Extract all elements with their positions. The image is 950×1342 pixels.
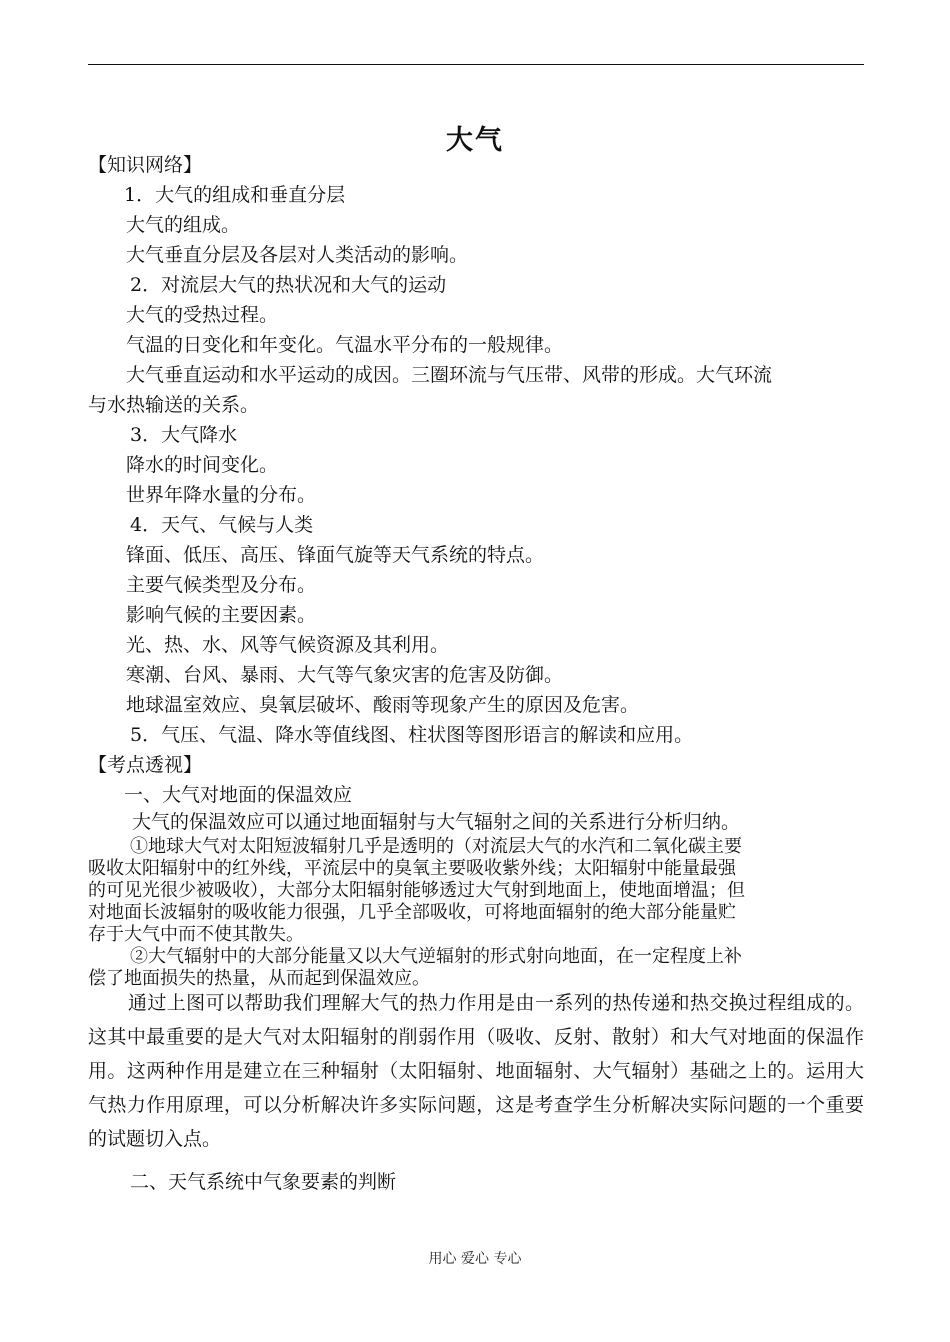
text-line: 对地面长波辐射的吸收能力很强，几乎全部吸收，可将地面辐射的绝大部分能量贮 — [88, 902, 736, 923]
text-line: 偿了地面损失的热量，从而起到保温效应。 — [88, 968, 430, 989]
text-line: 降水的时间变化。 — [126, 454, 279, 476]
text-line: 1．大气的组成和垂直分层 — [124, 184, 346, 206]
text-line: 大气垂直分层及各层对人类活动的影响。 — [126, 244, 469, 266]
text-line: 4．天气、气候与人类 — [130, 514, 314, 536]
text-line: ①地球大气对太阳短波辐射几乎是透明的（对流层大气的水汽和二氧化碳主要 — [130, 836, 742, 857]
text-line: 与水热输送的关系。 — [88, 394, 260, 416]
text-line: 5．气压、气温、降水等值线图、柱状图等图形语言的解读和应用。 — [130, 724, 694, 746]
text-line: 主要气候类型及分布。 — [126, 574, 317, 596]
text-line: 世界年降水量的分布。 — [126, 484, 317, 506]
header-rule — [88, 64, 864, 65]
text-line: 大气的组成。 — [126, 214, 241, 236]
text-line: 吸收太阳辐射中的红外线，平流层中的臭氧主要吸收紫外线；太阳辐射中能量最强 — [88, 858, 736, 879]
text-line: 大气的保温效应可以通过地面辐射与大气辐射之间的关系进行分析归纳。 — [132, 811, 741, 833]
page-footer: 用心 爱心 专心 — [428, 1251, 522, 1267]
text-line: 的可见光很少被吸收），大部分太阳辐射能够透过大气射到地面上，使地面增温；但 — [88, 880, 745, 901]
section-heading-exam-points: 【考点透视】 — [88, 754, 203, 776]
text-line: 存于大气中而不使其散失。 — [88, 924, 304, 945]
text-line: 大气的受热过程。 — [126, 304, 279, 326]
body-paragraph: 通过上图可以帮助我们理解大气的热力作用是由一系列的热传递和热交换过程组成的。这其中最重要的是大气对太阳辐射的削弱作用（吸收、反射、散射）和大气对地面的保温作用。这两种作用是建立在三种辐射（太阳辐射、地面辐射、大气辐射）基础之上的。运用大气热力作用原理，可以分析解决许多实际问题，这是考查学生分析解决实际问题的一个重要的试题切入点。 — [88, 992, 864, 1150]
subsection-heading: 二、天气系统中气象要素的判断 — [130, 1171, 397, 1193]
text-line: 寒潮、台风、暴雨、大气等气象灾害的危害及防御。 — [126, 664, 564, 686]
page-title: 大气 — [446, 125, 504, 156]
text-line: 气温的日变化和年变化。气温水平分布的一般规律。 — [126, 334, 564, 356]
text-line: 光、热、水、风等气候资源及其利用。 — [126, 634, 450, 656]
text-line: ②大气辐射中的大部分能量又以大气逆辐射的形式射向地面，在一定程度上补 — [130, 946, 742, 967]
text-line: 影响气候的主要因素。 — [126, 604, 317, 626]
text-line: 3．大气降水 — [130, 424, 238, 446]
text-line: 地球温室效应、臭氧层破坏、酸雨等现象产生的原因及危害。 — [126, 694, 640, 716]
text-line: 2．对流层大气的热状况和大气的运动 — [130, 274, 447, 296]
text-line: 大气垂直运动和水平运动的成因。三圈环流与气压带、风带的形成。大气环流 — [126, 364, 773, 386]
text-line: 锋面、低压、高压、锋面气旋等天气系统的特点。 — [126, 544, 545, 566]
section-heading-knowledge: 【知识网络】 — [88, 154, 203, 176]
subsection-heading: 一、大气对地面的保温效应 — [124, 784, 353, 806]
